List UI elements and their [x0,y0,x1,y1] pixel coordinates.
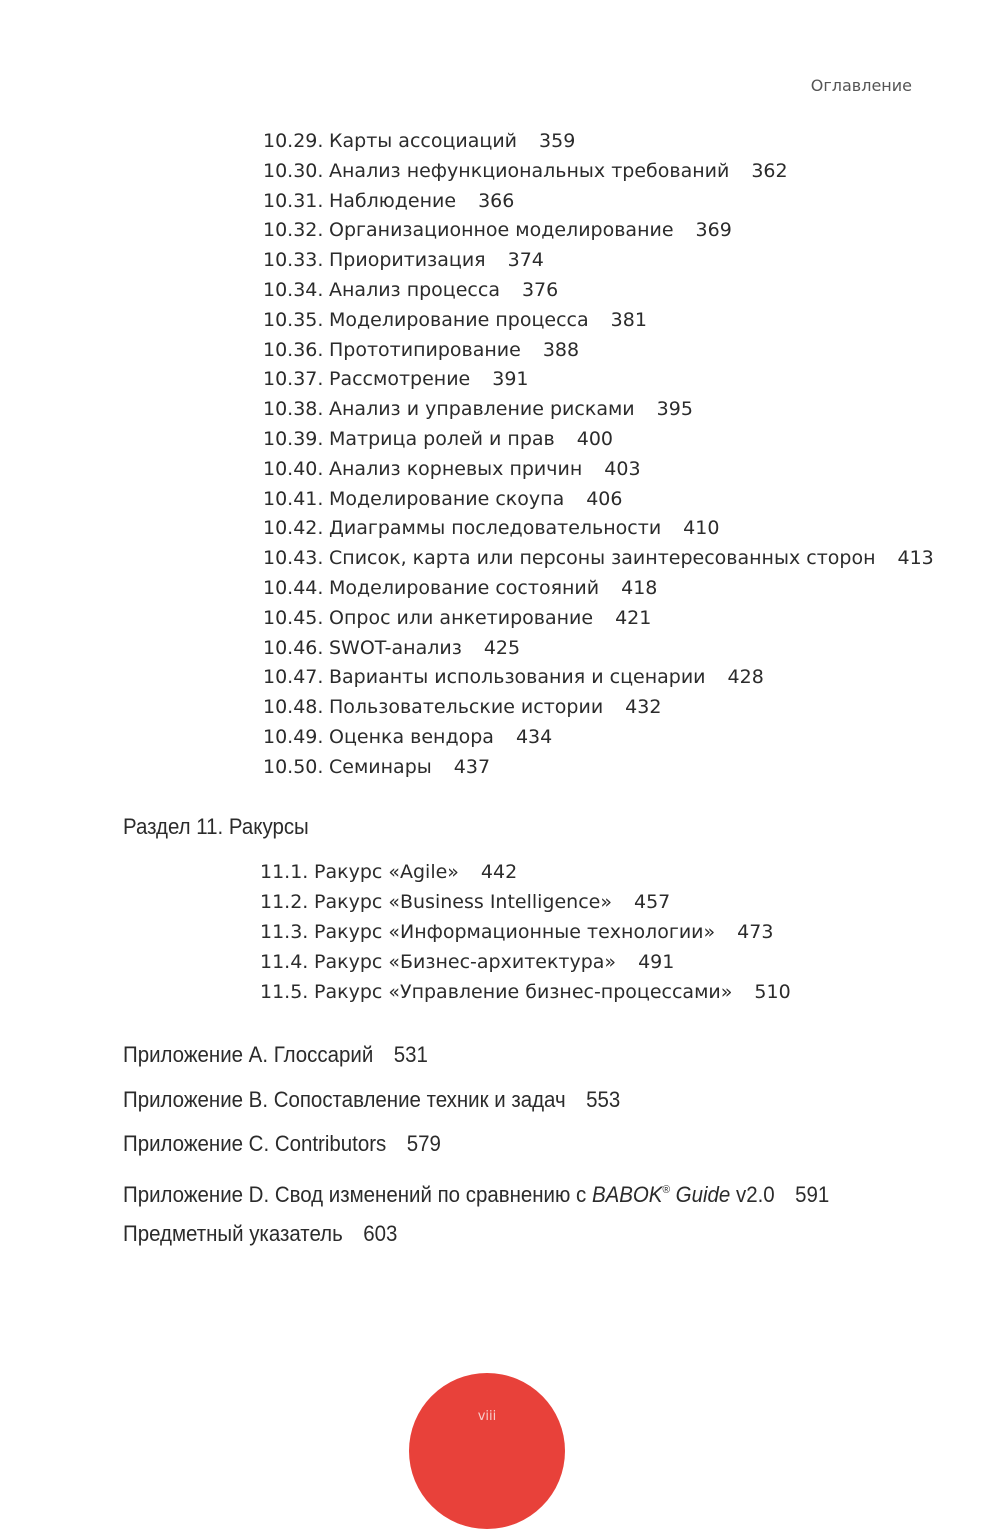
toc-entry[interactable] [263,755,490,779]
toc-entry[interactable] [263,457,641,481]
appendix-title: Приложение D. Свод изменений по сравнению с [123,1182,587,1207]
book-name: BABOK [591,1182,663,1207]
entry-title: Семинары [329,755,432,778]
appendix-page: 553 [586,1087,621,1112]
toc-entry[interactable] [263,636,520,660]
toc-entry[interactable] [263,189,514,213]
entry-title: Ракурс «Agile» [314,861,459,883]
book-guide: Guide [675,1182,731,1207]
entry-page: 434 [515,726,553,748]
appendix-d[interactable] [123,1176,829,1209]
entry-title: Моделирование скоупа [329,487,565,510]
entry-title: Ракурс «Информационные технологии» [314,921,716,943]
entry-title: Организационное моделирование [329,219,674,242]
entry-page: 425 [483,636,521,659]
entry-number: 11.3. [260,921,309,943]
entry-title: Моделирование состояний [329,577,600,599]
entry-number: 10.44. [263,577,324,599]
entry-number: 10.32. [263,219,324,242]
entry-page: 410 [683,517,720,540]
entry-title: Анализ нефункциональных требований [329,159,730,182]
entry-page: 413 [897,547,934,570]
entry-number: 10.37. [263,368,324,391]
toc-entry[interactable] [263,695,661,719]
entry-number: 11.2. [260,891,309,913]
toc-entry[interactable] [263,576,657,600]
entry-number: 10.35. [263,308,324,331]
entry-number: 10.45. [263,606,324,629]
entry-number: 10.38. [263,398,324,421]
page-number-tab [409,1373,565,1529]
toc-entry[interactable] [263,278,558,302]
entry-number: 11.5. [260,981,309,1003]
entry-title: Рассмотрение [329,368,471,391]
index-page: 603 [363,1221,398,1246]
entry-page: 362 [751,159,788,182]
entry-page: 400 [576,428,614,450]
entry-number: 10.33. [263,249,324,272]
entry-number: 10.30. [263,159,324,182]
toc-entry[interactable] [260,860,517,884]
entry-title: Матрица ролей и прав [329,428,555,450]
entry-title: Моделирование процесса [329,308,589,331]
entry-number: 11.1. [260,861,309,883]
toc-entry[interactable] [263,397,693,421]
toc-entry[interactable] [263,367,529,391]
book-version: v2.0 [735,1182,775,1207]
toc-entry[interactable] [260,920,773,944]
entry-title: Прототипирование [329,338,521,361]
toc-entry[interactable] [263,338,579,362]
entry-title: Ракурс «Business Intelligence» [314,891,612,913]
toc-entry[interactable] [263,725,552,749]
entry-title: Варианты использования и сценарии [329,666,706,689]
toc-entry[interactable] [260,950,674,974]
entry-page: 369 [695,219,732,242]
entry-number: 10.41. [263,487,324,510]
entry-page: 359 [539,130,576,152]
entry-number: 10.48. [263,696,324,719]
toc-entry[interactable] [263,308,647,332]
appendix-title: Приложение A. Глоссарий [123,1042,374,1067]
entry-title: Анализ корневых причин [329,457,583,480]
entry-title: Анализ и управление рисками [329,398,635,421]
running-head: Оглавление [810,76,912,95]
entry-title: Оценка вендора [329,726,494,748]
entry-page: 437 [453,755,491,778]
entry-title: SWOT-анализ [329,636,462,659]
toc-entry[interactable] [263,159,788,183]
entry-page: 366 [478,189,515,212]
entry-page: 510 [754,981,791,1003]
toc-entry[interactable] [260,890,670,914]
entry-page: 403 [604,457,641,480]
entry-page: 428 [727,666,764,689]
toc-entry[interactable] [263,665,764,689]
entry-number: 10.43. [263,547,324,570]
entry-number: 10.39. [263,428,324,450]
entry-title: Приоритизация [329,249,486,272]
section-11-heading [123,813,309,841]
entry-page: 432 [625,696,662,719]
entry-title: Ракурс «Управление бизнес-процессами» [314,981,733,1003]
entry-number: 10.42. [263,517,324,540]
appendix-title: Приложение C. Contributors [123,1131,387,1156]
entry-page: 418 [621,577,658,599]
section-title: Раздел 11. Ракурсы [123,814,309,839]
appendix-title: Приложение B. Сопоставление техник и задач [123,1087,566,1112]
entry-page: 406 [586,487,623,510]
toc-entry[interactable] [263,487,622,511]
entry-page: 491 [638,951,675,973]
appendix-b[interactable] [123,1086,620,1114]
entry-page: 421 [615,606,652,629]
index-title: Предметный указатель [123,1221,343,1246]
entry-page: 395 [656,398,693,421]
entry-number: 10.40. [263,457,324,480]
entry-page: 391 [492,368,529,391]
entry-number: 10.47. [263,666,324,689]
appendix-a[interactable] [123,1041,428,1069]
entry-page: 381 [610,308,647,331]
entry-page: 442 [480,861,518,883]
entry-title: Ракурс «Бизнес-архитектура» [314,951,617,973]
entry-title: Наблюдение [329,189,457,212]
appendix-page: 591 [795,1182,830,1207]
entry-page: 457 [634,891,671,913]
appendix-page: 579 [406,1131,441,1156]
entry-page: 473 [737,921,774,943]
subject-index[interactable] [123,1220,397,1248]
toc-entry[interactable] [263,248,544,272]
entry-page: 388 [542,338,580,361]
entry-title: Карты ассоциаций [329,130,518,152]
entry-title: Пользовательские истории [329,696,604,719]
registered-mark: ® [662,1184,670,1196]
toc-entry[interactable] [260,980,791,1004]
entry-number: 10.50. [263,755,324,778]
entry-title: Анализ процесса [329,279,500,301]
entry-title: Опрос или анкетирование [329,606,594,629]
appendix-page: 531 [393,1042,428,1067]
entry-title: Список, карта или персоны заинтересованных сторон [329,547,876,570]
appendix-c[interactable] [123,1130,441,1158]
toc-entry[interactable] [263,129,575,153]
entry-number: 10.31. [263,189,324,212]
entry-page: 376 [521,279,559,301]
entry-number: 10.49. [263,726,324,748]
toc-entry[interactable] [263,606,651,630]
toc-entry[interactable] [263,218,732,242]
entry-number: 10.34. [263,279,324,301]
entry-number: 10.29. [263,130,324,152]
entry-number: 10.36. [263,338,324,361]
entry-number: 10.46. [263,636,324,659]
toc-entry[interactable] [263,516,719,540]
toc-entry[interactable] [263,427,613,451]
entry-page: 374 [507,249,544,272]
page-number: viii [477,1409,497,1424]
entry-title: Диаграммы последовательности [329,517,662,540]
toc-entry[interactable] [263,546,934,570]
entry-number: 11.4. [260,951,309,973]
